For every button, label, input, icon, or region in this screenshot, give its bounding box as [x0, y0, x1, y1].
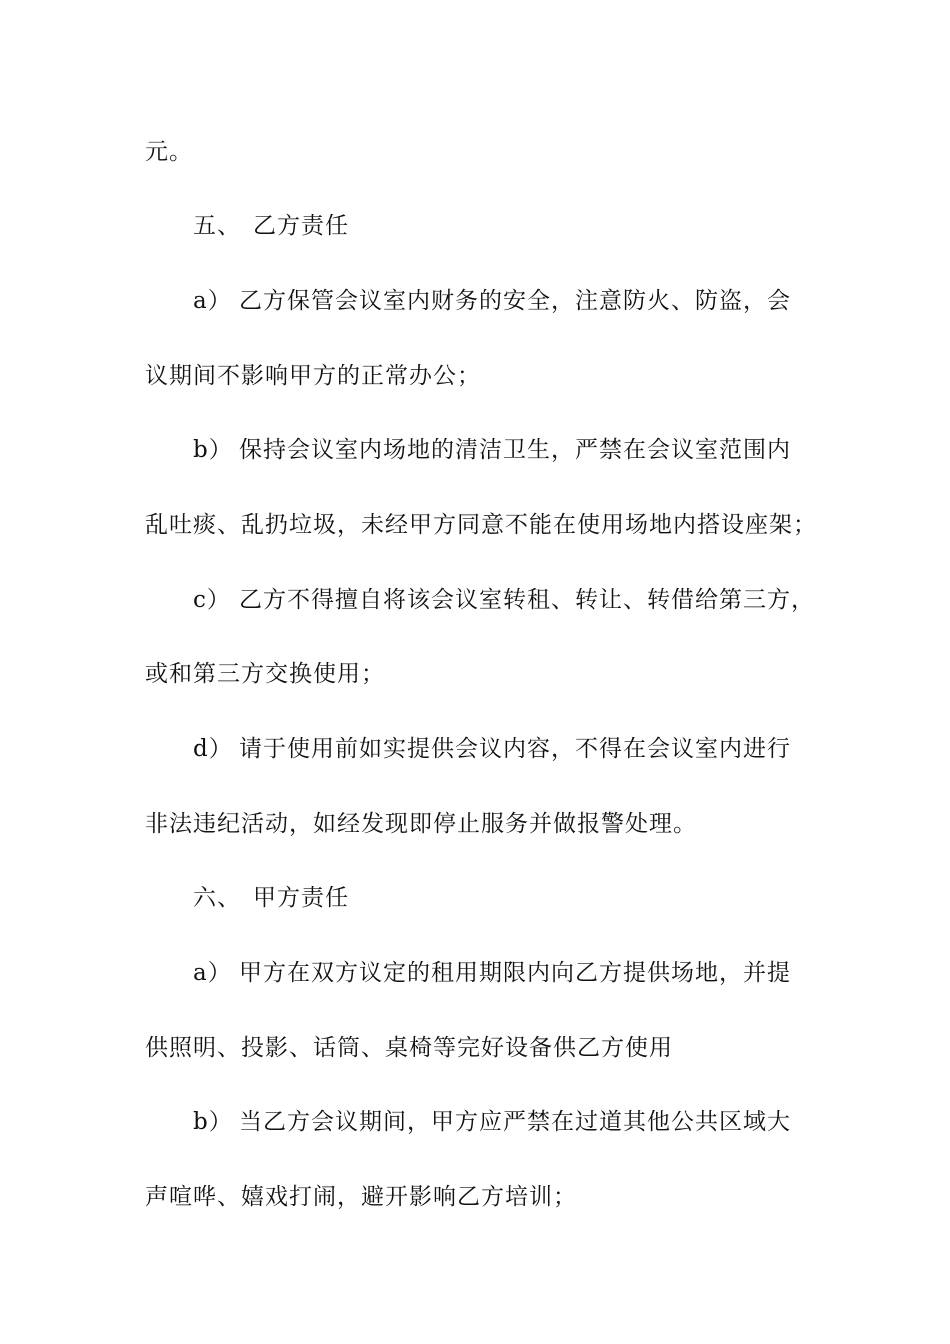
clause-text: 非法违纪活动，如经发现即停止服务并做报警处理。	[145, 811, 697, 837]
clause-text: 甲方在双方议定的租用期限内向乙方提供场地，并提	[239, 960, 791, 986]
clause-marker: d）	[193, 736, 233, 762]
clause-five-d	[193, 734, 791, 764]
section-number: 五、	[193, 213, 241, 239]
clause-five-d-cont	[145, 809, 697, 839]
clause-text: 乙方保管会议室内财务的安全，注意防火、防盗，会	[239, 288, 791, 314]
clause-five-c	[193, 585, 815, 615]
clause-five-c-cont	[145, 659, 385, 689]
clause-marker: a）	[193, 288, 232, 314]
clause-six-b	[193, 1107, 791, 1137]
clause-five-a	[193, 286, 791, 316]
clause-text: 供照明、投影、话筒、桌椅等完好设备供乙方使用	[145, 1035, 673, 1061]
clause-six-a-cont	[145, 1033, 673, 1063]
text-line-continuation	[145, 137, 193, 167]
clause-text: 当乙方会议期间，甲方应严禁在过道其他公共区域大	[239, 1109, 791, 1135]
section-title: 甲方责任	[253, 885, 349, 911]
clause-text: 声喧哗、嬉戏打闹，避开影响乙方培训；	[145, 1184, 577, 1210]
clause-marker: b）	[193, 437, 233, 463]
clause-marker: b）	[193, 1109, 233, 1135]
clause-five-b-cont	[145, 510, 817, 540]
line-text: 元。	[145, 139, 193, 165]
clause-text: 乙方不得擅自将该会议室转租、转让、转借给第三方，	[239, 587, 815, 613]
clause-text: 乱吐痰、乱扔垃圾，未经甲方同意不能在使用场地内搭设座架；	[145, 512, 817, 538]
clause-marker: a）	[193, 960, 232, 986]
clause-text: 议期间不影响甲方的正常办公；	[145, 363, 481, 389]
clause-marker: c）	[193, 587, 231, 613]
clause-five-b	[193, 435, 791, 465]
clause-five-a-cont	[145, 361, 481, 391]
section-number: 六、	[193, 885, 241, 911]
section-heading-six	[193, 883, 349, 913]
clause-six-a	[193, 958, 791, 988]
clause-text: 保持会议室内场地的清洁卫生，严禁在会议室范围内	[239, 437, 791, 463]
clause-text: 或和第三方交换使用；	[145, 661, 385, 687]
section-heading-five	[193, 211, 349, 241]
section-title: 乙方责任	[253, 213, 349, 239]
clause-six-b-cont	[145, 1182, 577, 1212]
clause-text: 请于使用前如实提供会议内容，不得在会议室内进行	[239, 736, 791, 762]
